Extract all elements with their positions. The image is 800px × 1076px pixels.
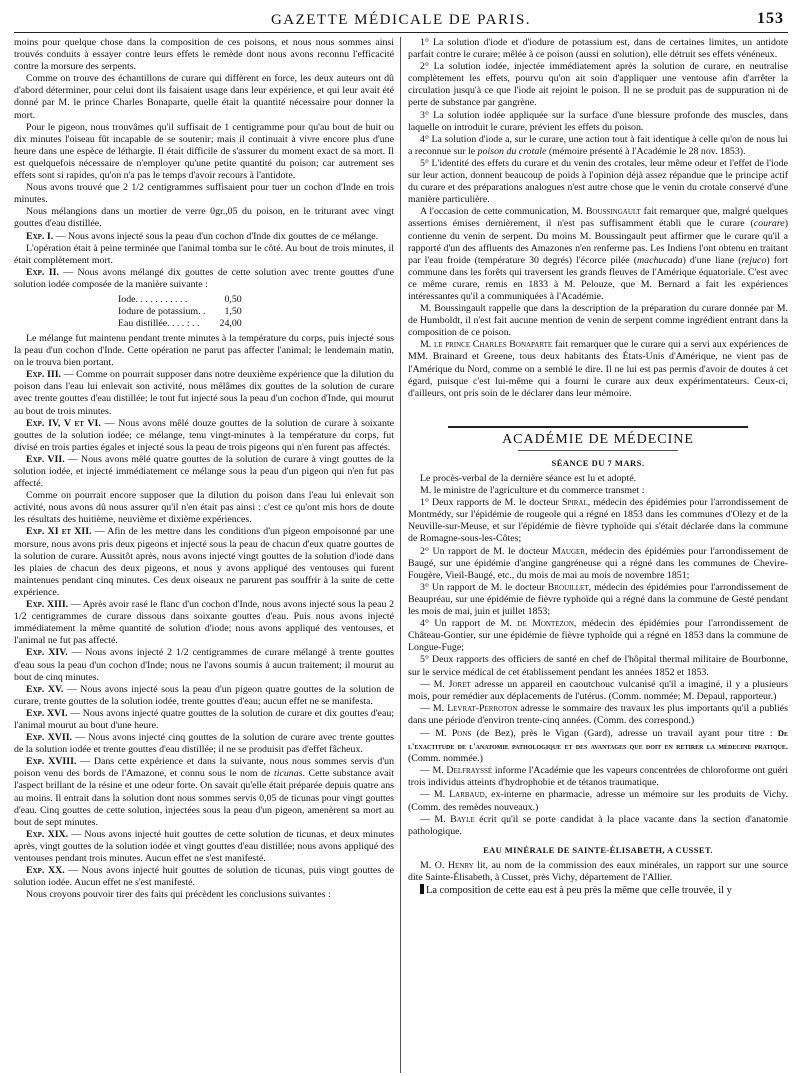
report-item <box>408 497 788 545</box>
right-column <box>400 37 788 1073</box>
text: M. O. <box>420 859 448 871</box>
text: — M. <box>420 789 450 801</box>
correspondence-item <box>408 814 788 838</box>
text: écrit qu'il se porte candidat à la place vacante dans la section d'anatomie pathologique. <box>408 813 788 837</box>
conclusion-4 <box>408 134 788 158</box>
report-item: 5° Deux rapports des officiers de santé en chef de l'hôpital thermal militaire de Bourbonne, sur le service médical de cet établissement pendant les années 1852 et 1853. <box>408 654 788 678</box>
experiment-17 <box>14 732 394 756</box>
left-column <box>14 37 400 1073</box>
text: 3° Un rapport de M. le docteur <box>420 581 548 593</box>
experiment-label: Exp. XIII. <box>26 599 69 611</box>
experiment-text: — Nous avons injecté huit gouttes de solution de ticunas, puis vingt gouttes de solution iodée. Aucun effet ne s'est manifesté. <box>14 865 395 889</box>
experiment-text: — Nous avons mêlé quatre gouttes de la solution de curare à vingt gouttes de la solution iodée, et injecté immédiatement ce mélange sous la peau d'un pigeon qui n'en fut pas affecté. <box>14 453 395 490</box>
experiment-18 <box>14 756 394 829</box>
paragraph: M. Boussingault rappelle que dans la description de la préparation du curare donnée par M. de Humboldt, il n'est fait aucune mention de venin de serpent comme ingrédient entrant dans la composition de ce poison. <box>408 303 788 339</box>
experiment-7 <box>14 454 394 490</box>
emphasis: courare <box>753 218 785 230</box>
paragraph: moins pour quelque chose dans la composition de ces poisons, et nous nous sommes ainsi trouvés conduits à essayer contre leurs effets le remède dont nous avons reconnu l'efficacité contre la morsure des serpents. <box>14 37 394 73</box>
text: — M. <box>420 813 451 825</box>
experiment-text: — Comme on pourrait supposer dans notre deuxième expérience que la dilution du poison dans l'eau lui enlevait son activité, nous mêlâmes dix gouttes de la solution de curare avec trente gouttes d'eau distillée; le tout fut injecté sous la peau d'un cochon d'Inde, qui mourut au bout de trois minutes. <box>14 369 394 417</box>
text: (de Bez), près le Vigan (Gard), adresse un travail ayant pour titre : <box>471 727 778 739</box>
person-name: le prince Charles Bonaparte <box>433 339 553 351</box>
report-item <box>408 618 788 654</box>
experiment-label: Exp. XV. <box>26 683 64 695</box>
conclusion-3: 3° La solution iodée appliquée sur la surface d'une blessure profonde des muscles, dans laquelle on introduit le curare, prévient les effets du poison. <box>408 109 788 133</box>
report-reading <box>408 860 788 884</box>
paragraph: Pour le pigeon, nous trouvâmes qu'il suffisait de 1 centigramme pour qu'au bout de huit ou dix minutes l'oiseau fût incapable de se soutenir; mais il continuait à vivre encore plus d'une heure dans une espèce de léthargie. Il était difficile de s'assurer du moment exact de sa mort. Il est quelquefois nécessaire de n'employer qu'une petite quantité du poison; car autrement ses effets sont si rapides, qu'on n'a pas le temps d'avoir recours à l'antidote. <box>14 121 394 182</box>
paragraph: Comme on trouve des échantillons de curare qui diffèrent en force, les deux auteurs ont dû d'abord déterminer, pour celui dont ils faisaient usage dans leur expérience, et qui leur avait été donné par M. le prince Charles Bonaparte, quelle était la quantité nécessaire pour donner la mort. <box>14 73 394 121</box>
person-name: Bayle <box>450 813 475 825</box>
paragraph: Le procès-verbal de la dernière séance est lu et adopté. <box>420 473 637 484</box>
text: , médecin des épidémies pour l'arrondissement de Baugé, sur une épidémie d'angine gangréneuse qui a régné dans les communes de Chevire-Fougère, Vieil-Baugé, etc., du mois de mai au mois de novembre 1851; <box>408 545 788 581</box>
text: — M. <box>420 678 449 690</box>
text: La composition de cette eau est à peu près la même que celle trouvée, il y <box>426 885 732 897</box>
experiment-13 <box>14 599 394 647</box>
experiment-text: . Cette substance avait l'aspect brillant de la résine et une odeur forte. On savait qu'elle était préparée depuis quatre ans au moins. Il entrait dans la solution dont nous sommes servis 0,05 de ticunas pour vingt gouttes d'eau. Cinq gouttes de cette solution, injectées sous la peau d'un pigeon, amenèrent sa mort au bout de sept minutes. <box>14 768 394 828</box>
text: A l'occasion de cette communication, M. <box>420 206 586 218</box>
experiment-label: Exp. II. <box>26 266 59 278</box>
text: fait remarquer que le curare qui a servi aux expériences de MM. Brainard et Greene, tous deux habitants des États-Unis d'Amérique, ne vient pas de l'Amérique du Nord, comme on a semblé le dire. Il ne lui est pas permis d'avoir de doutes à cet égard, puisque c'est lui-même qui a fourni le curare aux deux expérimentateurs. Ceux-ci, d'ailleurs, ont pris soin de le déclarer dans leur mémoire. <box>408 339 788 399</box>
recipe-row <box>118 306 246 318</box>
column-marker <box>420 884 424 894</box>
work-title: De l'exactitude de l'anatomie pathologique et des avantages que doit en retirer la médecine pratique. <box>408 727 788 752</box>
experiment-label: Exp. VII. <box>26 453 65 465</box>
emphasis: ticunas <box>273 768 303 780</box>
experiment-4-6 <box>14 418 394 454</box>
ingredient: Iodure de potassium. . <box>118 305 206 317</box>
experiment-text: — Après avoir rasé le flanc d'un cochon d'Inde, nous avons injecté sous la peau 2 1/2 centigrammes de curare dissous dans soixante gouttes d'eau. Puis nous avons injecté immédiatement la même quantité de solution d'iode; nous avons appliqué des ventouses, et l'animal ne fut pas affecté. <box>14 599 395 647</box>
conclusion-2: 2° La solution iodée, injectée immédiatement après la solution de curare, en neutralise complètement les effets, pourvu qu'on ait soin d'appliquer une ventouse afin d'arrêter la circulation jusqu'à ce que l'iode ait rejoint le poison. Il ne se produit pas de suppuration ni de perte de substance par gangrène. <box>408 61 788 109</box>
experiment-label: Exp. XVII. <box>26 732 73 744</box>
experiment-label: Exp. XIV. <box>26 647 68 659</box>
experiment-20 <box>14 865 394 889</box>
section-divider <box>518 450 678 451</box>
experiment-label: Exp. XX. <box>26 865 65 877</box>
boussingault-remark <box>408 206 788 303</box>
person-name: Larbaud <box>449 789 485 801</box>
publication-title: GAZETTE MÉDICALE DE PARIS. <box>270 12 532 28</box>
experiment-label: Exp. XVIII. <box>26 756 77 768</box>
prince-remark <box>408 339 788 399</box>
text: adresse le sommaire des travaux les plus importants qu'il a publiés dans une période d'environ trente-cinq années. (Comm. des correspond.) <box>408 702 788 726</box>
paragraph: Nous avons trouvé que 2 1/2 centigrammes suffisaient pour tuer un cochon d'Inde en trois minutes. <box>14 182 394 206</box>
iodine-recipe-table <box>118 294 246 330</box>
text: (mémoire présenté à l'Académie le 28 nov. 1853). <box>546 145 746 157</box>
person-name: Levrat-Perroton <box>447 702 518 714</box>
experiment-16 <box>14 708 394 732</box>
person-name: Pons <box>451 727 472 739</box>
person-name: Boussingault <box>585 206 641 218</box>
text: lit, au nom de la commission des eaux minérales, un rapport sur une source dite Sainte-Élisabeth, à Cusset, près Vichy, département de l'Allier. <box>408 859 788 883</box>
experiment-text: — Dans cette expérience et dans la suivante, nous nous sommes servis d'un poison venu des bords de l'Amazone, et connu sous le nom de <box>14 756 395 780</box>
experiment-text: — Afin de les mettre dans les conditions d'un pigeon empoisonné par une morsure, nous avons pris deux pigeons et injecté sous la peau de chacun d'eux quatre gouttes de la solution de curare. Aussitôt après, nous avons injecté vingt gouttes de la solution d'iode dans les plaies de chacun des deux pigeons, et nous y avons appliqué des ventouses qui furent maintenues pendant cinq minutes. Ces deux oiseaux ne parurent pas souffrir à la suite de cette expérience. <box>14 526 395 598</box>
experiment-text: — Nous avons injecté huit gouttes de cette solution de ticunas, et deux minutes après, vingt gouttes de la solution iodée et vingt gouttes d'eau distillée; nous avons appliqué des ventouses pendant trois minutes. Aucun effet ne s'est manifesté. <box>14 828 394 864</box>
text: informe l'Académie que les vapeurs concentrées de chloroforme ont guéri trois individus atteints d'hydrophobie et de tétanos traumatique. <box>408 765 788 789</box>
experiment-19 <box>14 829 394 865</box>
text: 4° La solution d'iode a, sur le curare, une action tout à fait identique à celle qu'on de nous lui a reconnue sur le <box>408 133 788 157</box>
emphasis: poison du crotale <box>477 145 547 157</box>
emphasis: machucada <box>637 254 683 266</box>
text: , ex-interne en pharmacie, adresse un mémoire sur les produits de Vichy. (Comm. des remèdes nouveaux.) <box>408 789 788 813</box>
text: 1° Deux rapports de M. le docteur <box>420 497 562 509</box>
emphasis: rejuco <box>741 254 767 266</box>
correspondence-item <box>408 765 788 789</box>
text: , médecin des épidémies pour l'arrondissement de Beaupréau, sur une épidémie de fièvre typhoïde qui a régné dans la commune de Gesté pendant les mois de mai, juin et juillet 1853; <box>408 581 788 618</box>
text: adresse un appareil en caoutchouc vulcanisé qu'il a imaginé, il y a plusieurs mois, pour remédier aux déplacements de l'utérus. (Comm. nommée; M. Depaul, rapporteur.) <box>408 678 788 702</box>
correspondence-item <box>408 679 788 703</box>
quantity: 24,00 <box>219 317 242 329</box>
paragraph: Comme on pourrait encore supposer que la dilution du poison dans l'eau lui enlevait son activité, nous avons dû nous assurer qu'il n'en était pas ainsi : c'est ce qu'ont mis hors de doute les résultats des huitième, neuvième et dixième expériences. <box>14 490 394 526</box>
person-name: de Montezon <box>517 618 574 630</box>
experiment-11-12 <box>14 526 394 599</box>
text: ) d'une liane ( <box>682 254 742 266</box>
text: M. <box>420 339 434 351</box>
text: ) contienne du venin de serpent. Du moins M. Boussingault peut affirmer que le curare qu'il a rapporté d'un des affluents des Amazones n'en renferme pas. Les Indiens l'ont obtenu en traitant par l'eau froide (température 30 degrés) l'écorce pilée ( <box>408 218 788 266</box>
text: (Comm. nommée.) <box>408 753 483 765</box>
text: — M. <box>420 702 448 714</box>
section-divider <box>448 426 748 428</box>
person-name: Spiral <box>562 497 588 509</box>
paragraph: L'opération était à peine terminée que l'animal tomba sur le côté. Au bout de trois minutes, il était complètement mort. <box>14 242 394 266</box>
correspondence-item <box>408 703 788 727</box>
experiment-label: Exp. XI et XII. <box>26 526 92 538</box>
experiment-label: Exp. III. <box>26 369 62 381</box>
section-title: ACADÉMIE DE MÉDECINE <box>502 431 694 447</box>
quantity: 1,50 <box>224 305 242 317</box>
subsection-title: EAU MINÉRALE DE SAINTE-ÉLISABETH, A CUSSET. <box>483 844 713 855</box>
paragraph: Nous mélangions dans un mortier de verre 0gr.,05 du poison, en le triturant avec vingt gouttes d'eau distillée. <box>14 206 394 230</box>
experiment-text: — Nous avons injecté sous la peau d'un cochon d'Inde dix gouttes de ce mélange. <box>55 230 379 242</box>
paragraph: M. le ministre de l'agriculture et du commerce transmet : <box>420 485 645 497</box>
person-name: Joret <box>448 678 471 690</box>
correspondence-item <box>408 789 788 813</box>
experiment-label: Exp. I. <box>26 230 54 242</box>
person-name: Delfrayssé <box>446 765 493 777</box>
conclusion-5: 5° L'identité des effets du curare et du venin des crotales, leur même odeur et l'effet de l'iode sur leur action, donnent beaucoup de poids à l'opinion déjà assez répandue que le principe actif du curare et des préparations analogues n'est autre chose que le venin du crotale conservé d'une manière particulière. <box>408 157 788 206</box>
correspondence-item <box>408 727 788 765</box>
person-name: Henry <box>447 859 474 871</box>
text: ) fort commune dans les forêts qui traversent les grands fleuves de l'Amérique équatoriale. C'est avec ce même curare, remis en 1833 à M. Pelouze, que M. Bernard a fait les expériences intéressantes qu'il a communiquées à l'Académie. <box>408 254 788 302</box>
person-name: Mauger <box>552 545 585 557</box>
conclusion-1: 1° La solution d'iode et d'iodure de potassium est, dans de certaines limites, un antidote parfait contre le curare; mêlée à ce poison (aussi en solution), elle détruit ses effets vénéneux. <box>408 37 788 61</box>
experiment-label: Exp. IV, V et VI. <box>26 417 101 429</box>
person-name: Brouillet <box>547 581 589 593</box>
text: — M. <box>420 727 452 739</box>
text: — M. <box>420 765 447 777</box>
experiment-1 <box>14 231 394 243</box>
masthead <box>14 6 788 33</box>
session-date: SÉANCE DU 7 MARS. <box>551 457 645 468</box>
experiment-3 <box>14 369 394 417</box>
report-item <box>408 546 788 582</box>
experiment-15 <box>14 684 394 708</box>
experiment-text: — Nous avons injecté quatre gouttes de la solution de curare et dix gouttes d'eau; l'animal mourut au bout d'une heure. <box>14 707 395 731</box>
text: fait remarquer que, malgré quelques assertions émises dernièrement, il n'est pas suffisamment établi que le curare ( <box>408 206 788 230</box>
experiment-label: Exp. XVI. <box>26 707 68 719</box>
experiment-text: — Nous avons mêlé douze gouttes de la solution de curare à soixante gouttes de la solution iodée; ce mélange, tenu vingt-minutes à la température du corps, fut divisé en trois parties égales et injecté sous la peau de trois pigeons qui n'en furent pas affectés. <box>14 417 395 453</box>
ingredient: Iode. . . . . . . . . . . <box>118 293 188 305</box>
report-item <box>408 582 788 618</box>
page-number: 153 <box>757 10 784 27</box>
experiment-text: — Nous avons injecté 2 1/2 centigrammes de curare mélangé à trente gouttes d'eau sous la peau d'un cochon d'Inde; nous ne l'avons soumis à aucun traitement; il mourut au bout de cinq minutes. <box>14 647 394 683</box>
experiment-text: — Nous avons mélangé dix gouttes de cette solution avec trente gouttes d'une solution iodée composée de la manière suivante : <box>14 266 394 290</box>
experiment-text: — Nous avons injecté cinq gouttes de la solution de curare avec trente gouttes de la solution iodée et trente gouttes d'eau distillée; il ne se produisit pas d'effet fâcheux. <box>14 732 394 756</box>
experiment-text: — Nous avons injecté sous la peau d'un pigeon quatre gouttes de la solution de curare, trente gouttes de la solution iodée, trente gouttes d'eau; aucun effet ne se manifesta. <box>14 683 394 707</box>
recipe-row <box>118 318 246 330</box>
ingredient: Eau distillée. . . . : . . <box>118 317 200 329</box>
paragraph <box>408 884 788 897</box>
text: , médecin des épidémies pour l'arrondissement de Château-Gontier, sur une épidémie de fièvre typhoïde qui a régné en 1853 dans la commune de Longue-Fuge; <box>408 618 788 654</box>
experiment-label: Exp. XIX. <box>26 828 69 840</box>
quantity: 0,50 <box>224 293 242 305</box>
text: , médecin des épidémies pour l'arrondissement de Montmédy, sur l'épidémie de rougeole qui a régné en 1853 dans les communes d'Olezy et de la Neuville-sur-Meuse, et sur l'épidémie de fièvre typhoïde qui s'était déclarée dans la commune de Romagne-sous-les-Côtes; <box>408 497 788 545</box>
text: 2° Un rapport de M. le docteur <box>420 545 553 557</box>
experiment-2 <box>14 267 394 291</box>
paragraph: Nous croyons pouvoir tirer des faits qui précèdent les conclusions suivantes : <box>26 889 331 901</box>
paragraph: Le mélange fut maintenu pendant trente minutes à la température du corps, puis injecté sous la peau d'un cochon d'Inde. Cette opération ne parut pas affecter l'animal; le lendemain matin, on le trouva bien portant. <box>14 332 394 369</box>
recipe-row <box>118 294 246 306</box>
text: 4° Un rapport de M. <box>420 618 518 630</box>
experiment-14 <box>14 647 394 683</box>
